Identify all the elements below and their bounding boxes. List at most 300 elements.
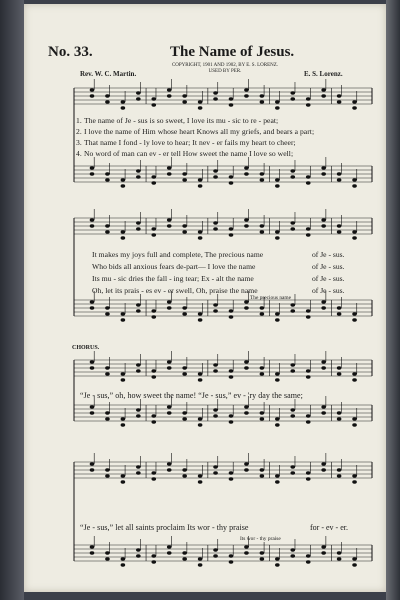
verse-line-1 bbox=[76, 116, 278, 125]
note-head bbox=[260, 172, 265, 175]
note-head bbox=[167, 166, 172, 169]
note-head bbox=[167, 172, 172, 175]
note-head bbox=[198, 372, 203, 375]
note-head bbox=[151, 369, 156, 372]
note-head bbox=[213, 408, 218, 411]
note-head bbox=[167, 88, 172, 91]
note-head bbox=[275, 318, 280, 321]
note-head bbox=[275, 474, 280, 477]
note-head bbox=[105, 417, 110, 420]
hymn-number: No. 33. bbox=[48, 44, 93, 60]
note-head bbox=[321, 300, 326, 303]
note-head bbox=[182, 312, 187, 315]
note-head bbox=[229, 103, 234, 106]
note-head bbox=[198, 563, 203, 566]
note-head bbox=[136, 465, 141, 468]
note-head bbox=[306, 554, 311, 557]
note-head bbox=[352, 184, 357, 187]
note-head bbox=[151, 309, 156, 312]
note-head bbox=[90, 94, 95, 97]
note-head bbox=[290, 554, 295, 557]
note-head bbox=[321, 218, 326, 221]
note-head bbox=[213, 414, 218, 417]
note-head bbox=[260, 230, 265, 233]
note-head bbox=[352, 100, 357, 103]
note-head bbox=[182, 417, 187, 420]
worthy-praise-echo: Its wor - thy praise bbox=[240, 536, 281, 542]
note-head bbox=[151, 175, 156, 178]
note-head bbox=[260, 366, 265, 369]
note-head bbox=[182, 230, 187, 233]
chorus-lyric-line-1: “Je - sus,” oh, how sweet the name! “Je - sus,” ev - 'ry day the same; bbox=[80, 391, 303, 400]
verse-line-4 bbox=[76, 149, 293, 158]
note-head bbox=[352, 423, 357, 426]
note-head bbox=[105, 172, 110, 175]
note-head bbox=[275, 557, 280, 560]
note-head bbox=[260, 100, 265, 103]
note-head bbox=[182, 468, 187, 471]
note-head bbox=[321, 462, 326, 465]
note-head bbox=[244, 366, 249, 369]
note-head bbox=[337, 224, 342, 227]
note-head bbox=[198, 230, 203, 233]
note-head bbox=[244, 551, 249, 554]
verse-line-3 bbox=[76, 138, 296, 147]
refrain-ending-2: of Je - sus. bbox=[312, 262, 345, 271]
note-head bbox=[121, 178, 126, 181]
note-head bbox=[121, 563, 126, 566]
note-head bbox=[306, 103, 311, 106]
note-head bbox=[151, 315, 156, 318]
note-head bbox=[260, 557, 265, 560]
chorus-label: CHORUS. bbox=[72, 345, 100, 351]
note-head bbox=[151, 375, 156, 378]
note-head bbox=[229, 309, 234, 312]
note-head bbox=[90, 462, 95, 465]
note-head bbox=[244, 306, 249, 309]
note-head bbox=[136, 363, 141, 366]
note-head bbox=[244, 405, 249, 408]
refrain-line-2: Who bids all anxious fears de-part— I love the name bbox=[92, 262, 256, 271]
note-head bbox=[213, 169, 218, 172]
note-head bbox=[90, 405, 95, 408]
note-head bbox=[260, 94, 265, 97]
note-head bbox=[306, 375, 311, 378]
note-head bbox=[275, 178, 280, 181]
note-head bbox=[229, 420, 234, 423]
note-head bbox=[213, 303, 218, 306]
note-head bbox=[136, 97, 141, 100]
note-head bbox=[121, 100, 126, 103]
copyright-notice bbox=[160, 63, 290, 75]
note-head bbox=[105, 230, 110, 233]
note-head bbox=[260, 551, 265, 554]
note-head bbox=[337, 468, 342, 471]
note-head bbox=[260, 224, 265, 227]
note-head bbox=[290, 169, 295, 172]
note-head bbox=[275, 372, 280, 375]
note-head bbox=[244, 411, 249, 414]
note-head bbox=[167, 366, 172, 369]
note-head bbox=[136, 175, 141, 178]
verse-line-2 bbox=[76, 127, 314, 136]
note-head bbox=[352, 480, 357, 483]
composer-credit: E. S. Lorenz. bbox=[304, 70, 343, 78]
note-head bbox=[105, 372, 110, 375]
note-head bbox=[244, 218, 249, 221]
note-head bbox=[213, 221, 218, 224]
note-head bbox=[198, 312, 203, 315]
verse-number: 1. bbox=[76, 116, 82, 125]
note-head bbox=[229, 554, 234, 557]
note-head bbox=[213, 175, 218, 178]
note-head bbox=[182, 100, 187, 103]
note-head bbox=[198, 100, 203, 103]
note-head bbox=[321, 405, 326, 408]
note-head bbox=[244, 360, 249, 363]
note-head bbox=[290, 303, 295, 306]
note-head bbox=[182, 172, 187, 175]
note-head bbox=[337, 417, 342, 420]
note-head bbox=[229, 369, 234, 372]
verse-number: 4. bbox=[76, 149, 82, 158]
note-head bbox=[121, 106, 126, 109]
note-head bbox=[136, 471, 141, 474]
note-head bbox=[90, 360, 95, 363]
note-head bbox=[337, 366, 342, 369]
note-head bbox=[352, 318, 357, 321]
note-head bbox=[337, 172, 342, 175]
note-head bbox=[198, 480, 203, 483]
note-head bbox=[105, 411, 110, 414]
note-head bbox=[213, 363, 218, 366]
verse-text: That name I fond - ly love to hear; It nev - er fails my heart to cheer; bbox=[84, 138, 296, 147]
note-head bbox=[105, 178, 110, 181]
note-head bbox=[337, 474, 342, 477]
note-head bbox=[306, 414, 311, 417]
note-head bbox=[182, 557, 187, 560]
note-head bbox=[151, 97, 156, 100]
note-head bbox=[136, 414, 141, 417]
note-head bbox=[182, 224, 187, 227]
note-head bbox=[198, 417, 203, 420]
note-head bbox=[121, 372, 126, 375]
note-head bbox=[337, 312, 342, 315]
note-head bbox=[229, 233, 234, 236]
note-head bbox=[260, 411, 265, 414]
note-head bbox=[213, 554, 218, 557]
note-head bbox=[337, 306, 342, 309]
note-head bbox=[105, 468, 110, 471]
note-head bbox=[213, 548, 218, 551]
note-head bbox=[260, 468, 265, 471]
note-head bbox=[151, 554, 156, 557]
note-head bbox=[352, 236, 357, 239]
note-head bbox=[260, 372, 265, 375]
note-head bbox=[136, 408, 141, 411]
note-head bbox=[182, 178, 187, 181]
note-head bbox=[352, 312, 357, 315]
note-head bbox=[121, 423, 126, 426]
note-head bbox=[275, 480, 280, 483]
note-head bbox=[136, 227, 141, 230]
note-head bbox=[306, 175, 311, 178]
note-head bbox=[151, 477, 156, 480]
note-head bbox=[182, 411, 187, 414]
note-head bbox=[275, 100, 280, 103]
note-head bbox=[352, 372, 357, 375]
note-head bbox=[182, 372, 187, 375]
note-head bbox=[90, 306, 95, 309]
note-head bbox=[90, 88, 95, 91]
note-head bbox=[167, 306, 172, 309]
verse-text: I love the name of Him whose heart Knows all my griefs, and bears a part; bbox=[84, 127, 315, 136]
note-head bbox=[229, 477, 234, 480]
note-head bbox=[321, 411, 326, 414]
note-head bbox=[275, 230, 280, 233]
note-head bbox=[198, 318, 203, 321]
note-head bbox=[244, 88, 249, 91]
note-head bbox=[105, 474, 110, 477]
note-head bbox=[275, 236, 280, 239]
note-head bbox=[321, 306, 326, 309]
note-head bbox=[167, 405, 172, 408]
note-head bbox=[290, 227, 295, 230]
note-head bbox=[213, 471, 218, 474]
note-head bbox=[90, 224, 95, 227]
note-head bbox=[198, 236, 203, 239]
note-head bbox=[167, 551, 172, 554]
note-head bbox=[90, 411, 95, 414]
refrain-line-4: Oh, let its prais - es ev - er swell, Oh, praise the name bbox=[92, 286, 258, 295]
note-head bbox=[229, 414, 234, 417]
note-head bbox=[229, 227, 234, 230]
note-head bbox=[182, 306, 187, 309]
note-head bbox=[167, 300, 172, 303]
note-head bbox=[275, 563, 280, 566]
note-head bbox=[306, 315, 311, 318]
note-head bbox=[275, 417, 280, 420]
note-head bbox=[244, 468, 249, 471]
note-head bbox=[321, 551, 326, 554]
note-head bbox=[182, 94, 187, 97]
note-head bbox=[90, 218, 95, 221]
note-head bbox=[229, 181, 234, 184]
note-head bbox=[121, 318, 126, 321]
note-head bbox=[167, 462, 172, 465]
note-head bbox=[260, 178, 265, 181]
note-head bbox=[213, 97, 218, 100]
note-head bbox=[121, 378, 126, 381]
note-head bbox=[136, 169, 141, 172]
note-head bbox=[321, 545, 326, 548]
note-head bbox=[105, 557, 110, 560]
note-head bbox=[352, 106, 357, 109]
note-head bbox=[167, 224, 172, 227]
note-head bbox=[306, 181, 311, 184]
note-head bbox=[229, 560, 234, 563]
copyright-line: COPYRIGHT, 1901 AND 1902, BY E. S. LORENZ. bbox=[171, 63, 279, 68]
note-head bbox=[151, 560, 156, 563]
note-head bbox=[275, 312, 280, 315]
note-head bbox=[260, 417, 265, 420]
note-head bbox=[121, 312, 126, 315]
note-head bbox=[167, 545, 172, 548]
note-head bbox=[290, 465, 295, 468]
note-head bbox=[121, 480, 126, 483]
refrain-line-1: It makes my joys full and complete, The precious name bbox=[92, 250, 264, 259]
note-head bbox=[337, 372, 342, 375]
note-head bbox=[352, 563, 357, 566]
note-head bbox=[167, 468, 172, 471]
verse-text: The name of Je - sus is so sweet, I love its mu - sic to re - peat; bbox=[84, 116, 279, 125]
author-credit: Rev. W. C. Martin. bbox=[80, 70, 137, 78]
note-head bbox=[306, 97, 311, 100]
note-head bbox=[105, 366, 110, 369]
note-head bbox=[337, 557, 342, 560]
note-head bbox=[290, 414, 295, 417]
note-head bbox=[151, 233, 156, 236]
refrain-ending-3: of Je - sus. bbox=[312, 274, 345, 283]
note-head bbox=[337, 551, 342, 554]
note-head bbox=[290, 548, 295, 551]
refrain-line-3: Its mu - sic dries the fall - ing tear; Ex - alt the name bbox=[92, 274, 254, 283]
note-head bbox=[198, 184, 203, 187]
note-head bbox=[260, 474, 265, 477]
note-head bbox=[121, 236, 126, 239]
note-head bbox=[352, 474, 357, 477]
note-head bbox=[290, 408, 295, 411]
note-head bbox=[244, 94, 249, 97]
note-head bbox=[275, 423, 280, 426]
verse-number: 3. bbox=[76, 138, 82, 147]
note-head bbox=[244, 462, 249, 465]
hymn-title: The Name of Jesus. bbox=[170, 44, 295, 60]
note-head bbox=[105, 551, 110, 554]
precious-name-echo: The precious name bbox=[250, 295, 292, 301]
note-head bbox=[260, 312, 265, 315]
chorus-ending: for - ev - er. bbox=[310, 523, 348, 532]
note-head bbox=[167, 360, 172, 363]
note-head bbox=[352, 378, 357, 381]
note-head bbox=[321, 166, 326, 169]
note-head bbox=[321, 468, 326, 471]
note-head bbox=[352, 178, 357, 181]
note-head bbox=[90, 468, 95, 471]
note-head bbox=[90, 166, 95, 169]
note-head bbox=[275, 184, 280, 187]
note-head bbox=[90, 172, 95, 175]
note-head bbox=[306, 420, 311, 423]
note-head bbox=[244, 166, 249, 169]
note-head bbox=[352, 417, 357, 420]
note-head bbox=[244, 300, 249, 303]
note-head bbox=[151, 414, 156, 417]
note-head bbox=[90, 551, 95, 554]
refrain-ending-1: of Je - sus. bbox=[312, 250, 345, 259]
note-head bbox=[244, 172, 249, 175]
note-head bbox=[121, 230, 126, 233]
note-head bbox=[306, 471, 311, 474]
note-head bbox=[306, 560, 311, 563]
note-head bbox=[352, 557, 357, 560]
note-head bbox=[121, 417, 126, 420]
note-head bbox=[198, 557, 203, 560]
note-head bbox=[198, 423, 203, 426]
note-head bbox=[136, 369, 141, 372]
note-head bbox=[136, 309, 141, 312]
note-head bbox=[182, 366, 187, 369]
note-head bbox=[337, 94, 342, 97]
note-head bbox=[290, 363, 295, 366]
note-head bbox=[260, 306, 265, 309]
note-head bbox=[321, 172, 326, 175]
note-head bbox=[352, 230, 357, 233]
note-head bbox=[229, 175, 234, 178]
note-head bbox=[90, 366, 95, 369]
note-head bbox=[290, 221, 295, 224]
refrain-ending-4: of Je - sus. bbox=[312, 286, 345, 295]
note-head bbox=[90, 545, 95, 548]
note-head bbox=[337, 178, 342, 181]
note-head bbox=[105, 94, 110, 97]
note-head bbox=[198, 378, 203, 381]
note-head bbox=[121, 474, 126, 477]
note-head bbox=[136, 91, 141, 94]
note-head bbox=[105, 100, 110, 103]
note-head bbox=[136, 548, 141, 551]
note-head bbox=[213, 309, 218, 312]
note-head bbox=[213, 227, 218, 230]
note-head bbox=[244, 545, 249, 548]
note-head bbox=[121, 184, 126, 187]
note-head bbox=[105, 306, 110, 309]
verse-text: No word of man can ev - er tell How sweet the name I love so well; bbox=[84, 149, 294, 158]
note-head bbox=[151, 227, 156, 230]
note-head bbox=[167, 411, 172, 414]
note-head bbox=[136, 303, 141, 306]
note-head bbox=[337, 230, 342, 233]
note-head bbox=[290, 91, 295, 94]
note-head bbox=[306, 309, 311, 312]
note-head bbox=[306, 477, 311, 480]
note-head bbox=[229, 97, 234, 100]
note-head bbox=[121, 557, 126, 560]
note-head bbox=[321, 360, 326, 363]
note-head bbox=[198, 474, 203, 477]
note-head bbox=[290, 97, 295, 100]
note-head bbox=[290, 471, 295, 474]
verse-number: 2. bbox=[76, 127, 82, 136]
note-head bbox=[229, 315, 234, 318]
note-head bbox=[167, 218, 172, 221]
chorus-lyric-line-2: “Je - sus,” let all saints proclaim Its wor - thy praise bbox=[80, 523, 249, 532]
note-head bbox=[182, 551, 187, 554]
note-head bbox=[306, 369, 311, 372]
note-head bbox=[290, 309, 295, 312]
permission-line: USED BY PER. bbox=[208, 69, 242, 74]
note-head bbox=[306, 233, 311, 236]
note-head bbox=[321, 88, 326, 91]
note-head bbox=[229, 471, 234, 474]
note-head bbox=[306, 227, 311, 230]
note-head bbox=[151, 103, 156, 106]
note-head bbox=[167, 94, 172, 97]
note-head bbox=[321, 224, 326, 227]
note-head bbox=[90, 300, 95, 303]
note-head bbox=[321, 94, 326, 97]
note-head bbox=[105, 312, 110, 315]
